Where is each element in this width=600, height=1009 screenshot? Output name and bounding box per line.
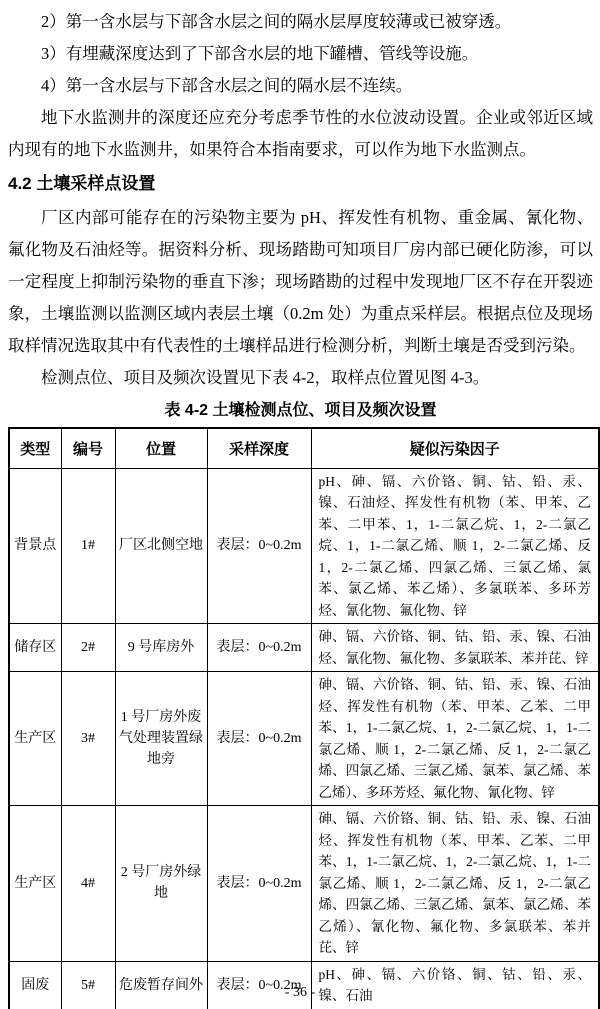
table-row <box>9 468 599 624</box>
cell-location: 9 号库房外 <box>115 624 207 672</box>
cell-depth: 表层：0~0.2m <box>207 961 311 1009</box>
table-caption: 表 4-2 土壤检测点位、项目及频次设置 <box>164 402 437 419</box>
table-row <box>9 624 599 672</box>
table-row <box>9 672 599 806</box>
list-item-4: 4）第一含水层与下部含水层之间的隔水层不连续。 <box>41 76 413 95</box>
col-header-type: 类型 <box>9 428 61 468</box>
cell-type: 固废 <box>9 961 61 1009</box>
cell-number: 3# <box>61 672 115 806</box>
table-header-row <box>9 428 599 468</box>
cell-factors: 砷、镉、六价铬、铜、钴、铅、汞、镍、石油烃、挥发性有机物（苯、甲苯、乙苯、二甲苯、1，1-二氯乙烷、1，2-二氯乙烷、1，1-二氯乙烯、顺 1，2-二氯乙烯、反 1，2-二氯乙烯、四氯乙烯、三氯乙烯、氯苯、氯乙烯、苯乙烯）、多环芳烃、氟化物、氰化物、锌 <box>311 672 599 806</box>
page-number: - 36 - <box>284 985 316 1000</box>
col-header-factors: 疑似污染因子 <box>311 428 599 468</box>
cell-type: 生产区 <box>9 672 61 806</box>
col-header-location: 位置 <box>115 428 207 468</box>
cell-number: 5# <box>61 961 115 1009</box>
cell-number: 2# <box>61 624 115 672</box>
list-item-2: 2）第一含水层与下部含水层之间的隔水层厚度较薄或已被穿透。 <box>41 12 512 31</box>
cell-number: 4# <box>61 806 115 962</box>
paragraph-soil: 厂区内部可能存在的污染物主要为 pH、挥发性有机物、重金属、氰化物、氟化物及石油烃等。据资料分析、现场踏勘可知项目厂房内部已硬化防渗，可以一定程度上抑制污染物的垂直下渗；现场踏勘的过程中发现地厂区不存在开裂迹象，土壤监测以监测区域内表层土壤（0.2m 处）为重点采样层。根据点位及现场取样情况选取其中有代表性的土壤样品进行检测分析，判断土壤是否受到污染。 <box>8 208 593 355</box>
list-item-3: 3）有埋藏深度达到了下部含水层的地下罐槽、管线等设施。 <box>41 44 479 63</box>
cell-factors: pH、砷、镉、六价铬、铜、钴、铅、汞、镍、石油 <box>311 961 599 1009</box>
col-header-depth: 采样深度 <box>207 428 311 468</box>
cell-number: 1# <box>61 468 115 624</box>
paragraph-groundwater: 地下水监测井的深度还应充分考虑季节性的水位波动设置。企业或邻近区域内现有的地下水监测井，如果符合本指南要求，可以作为地下水监测点。 <box>8 108 593 159</box>
cell-depth: 表层：0~0.2m <box>207 806 311 962</box>
soil-sampling-table <box>8 427 600 1009</box>
cell-location: 2 号厂房外绿地 <box>115 806 207 962</box>
paragraph-reference: 检测点位、项目及频次设置见下表 4-2，取样点位置见图 4-3。 <box>41 368 490 387</box>
cell-depth: 表层：0~0.2m <box>207 624 311 672</box>
cell-type: 生产区 <box>9 806 61 962</box>
cell-depth: 表层：0~0.2m <box>207 672 311 806</box>
cell-depth: 表层：0~0.2m <box>207 468 311 624</box>
cell-factors: pH、砷、镉、六价铬、铜、钴、铅、汞、镍、石油烃、挥发性有机物（苯、甲苯、乙苯、二甲苯、1，1-二氯乙烷、1，2-二氯乙烷、1，1-二氯乙烯、顺 1，2-二氯乙烯、反 1，2-二氯乙烯、四氯乙烯、三氯乙烯、氯苯、氯乙烯、苯乙烯）、多氯联苯、多环芳烃、氰化物、氟化物、锌 <box>311 468 599 624</box>
cell-type: 背景点 <box>9 468 61 624</box>
section-heading: 4.2 土壤采样点设置 <box>8 174 156 193</box>
cell-location: 厂区北侧空地 <box>115 468 207 624</box>
table-row <box>9 806 599 962</box>
cell-location: 1 号厂房外废气处理装置绿地旁 <box>115 672 207 806</box>
cell-location: 危废暂存间外 <box>115 961 207 1009</box>
cell-type: 储存区 <box>9 624 61 672</box>
col-header-number: 编号 <box>61 428 115 468</box>
cell-factors: 砷、镉、六价铬、铜、钴、铅、汞、镍、石油烃、挥发性有机物（苯、甲苯、乙苯、二甲苯、1，1-二氯乙烷、1，2-二氯乙烷、1，1-二氯乙烯、顺 1，2-二氯乙烯、反 1，2-二氯乙烯、四氯乙烯、三氯乙烯、氯苯、氯乙烯、苯乙烯）、氰化物、氟化物、多氯联苯、苯并芘、锌 <box>311 806 599 962</box>
cell-factors: 砷、镉、六价铬、铜、钴、铅、汞、镍、石油烃、氰化物、氟化物、多氯联苯、苯并芘、锌 <box>311 624 599 672</box>
